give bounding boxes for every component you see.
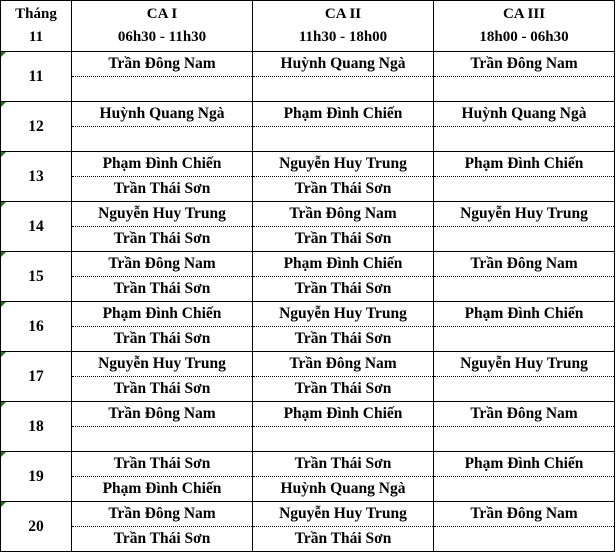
shift-1-staff-2[interactable]: Trần Thái Sơn xyxy=(72,227,253,252)
cell-comment-marker-icon xyxy=(1,352,6,357)
shift-2-staff-1[interactable]: Trần Thái Sơn xyxy=(253,452,434,477)
shift-1-staff-1[interactable]: Trần Thái Sơn xyxy=(72,452,253,477)
shift-3-staff-1[interactable]: Huỳnh Quang Ngà xyxy=(434,102,615,127)
day-number: 14 xyxy=(28,217,44,235)
month-value: 11 xyxy=(28,29,44,45)
day-number: 20 xyxy=(28,517,44,535)
shift-2-staff-2[interactable]: Trần Thái Sơn xyxy=(253,277,434,302)
shift-1-staff-1[interactable]: Trần Đông Nam xyxy=(72,52,253,77)
day-number: 19 xyxy=(28,467,44,485)
shift-2-staff-1[interactable]: Huỳnh Quang Ngà xyxy=(253,52,434,77)
day-number: 18 xyxy=(28,417,44,435)
shift-2-time: 11h30 - 18h00 xyxy=(298,29,388,45)
day-row-secondary xyxy=(1,277,615,302)
day-cell[interactable] xyxy=(1,402,72,452)
shift-3-header xyxy=(434,1,615,52)
shift-2-staff-2[interactable]: Trần Thái Sơn xyxy=(253,377,434,402)
shift-2-staff-1[interactable]: Nguyễn Huy Trung xyxy=(253,152,434,177)
day-number: 15 xyxy=(28,267,44,285)
shift-3-staff-1[interactable]: Nguyễn Huy Trung xyxy=(434,202,615,227)
shift-3-staff-1[interactable]: Trần Đông Nam xyxy=(434,502,615,527)
shift-2-staff-2[interactable]: Trần Thái Sơn xyxy=(253,527,434,552)
day-row-secondary xyxy=(1,377,615,402)
shift-3-staff-1[interactable]: Phạm Đình Chiến xyxy=(434,152,615,177)
shift-3-staff-1[interactable]: Trần Đông Nam xyxy=(434,52,615,77)
day-row-primary xyxy=(1,402,615,427)
month-header xyxy=(1,1,72,52)
shift-3-staff-1[interactable]: Phạm Đình Chiến xyxy=(434,302,615,327)
shift-3-staff-2[interactable] xyxy=(434,177,615,202)
shift-3-name: CA III xyxy=(502,6,546,22)
shift-2-staff-1[interactable]: Trần Đông Nam xyxy=(253,352,434,377)
shift-2-staff-2[interactable] xyxy=(253,127,434,152)
day-cell[interactable] xyxy=(1,152,72,202)
shift-1-staff-1[interactable]: Phạm Đình Chiến xyxy=(72,302,253,327)
day-cell[interactable] xyxy=(1,452,72,502)
day-cell[interactable] xyxy=(1,202,72,252)
cell-comment-marker-icon xyxy=(1,452,6,457)
shift-2-staff-1[interactable]: Phạm Đình Chiến xyxy=(253,402,434,427)
shift-2-staff-1[interactable]: Phạm Đình Chiến xyxy=(253,252,434,277)
shift-1-staff-1[interactable]: Trần Đông Nam xyxy=(72,252,253,277)
shift-3-staff-1[interactable]: Trần Đông Nam xyxy=(434,252,615,277)
day-row-primary xyxy=(1,352,615,377)
day-number: 17 xyxy=(28,367,44,385)
shift-3-staff-1[interactable]: Nguyễn Huy Trung xyxy=(434,352,615,377)
shift-3-staff-2[interactable] xyxy=(434,277,615,302)
roster-body xyxy=(1,52,615,552)
cell-comment-marker-icon xyxy=(1,302,6,307)
day-row-secondary xyxy=(1,327,615,352)
day-row-primary xyxy=(1,152,615,177)
shift-1-staff-2[interactable]: Phạm Đình Chiến xyxy=(72,477,253,502)
shift-1-staff-1[interactable]: Nguyễn Huy Trung xyxy=(72,202,253,227)
shift-1-staff-1[interactable]: Trần Đông Nam xyxy=(72,402,253,427)
day-number: 11 xyxy=(28,67,44,85)
shift-2-header xyxy=(253,1,434,52)
shift-3-staff-1[interactable]: Phạm Đình Chiến xyxy=(434,452,615,477)
shift-2-staff-1[interactable]: Nguyễn Huy Trung xyxy=(253,502,434,527)
shift-1-staff-2[interactable]: Trần Thái Sơn xyxy=(72,277,253,302)
shift-2-staff-1[interactable]: Phạm Đình Chiến xyxy=(253,102,434,127)
day-row-primary xyxy=(1,252,615,277)
shift-2-staff-1[interactable]: Nguyễn Huy Trung xyxy=(253,302,434,327)
day-row-secondary xyxy=(1,177,615,202)
shift-2-staff-2[interactable] xyxy=(253,77,434,102)
shift-3-staff-2[interactable] xyxy=(434,427,615,452)
header-row xyxy=(1,1,615,52)
cell-comment-marker-icon xyxy=(1,102,6,107)
shift-2-staff-2[interactable]: Trần Thái Sơn xyxy=(253,177,434,202)
shift-1-staff-1[interactable]: Trần Đông Nam xyxy=(72,502,253,527)
day-row-secondary xyxy=(1,427,615,452)
shift-3-staff-2[interactable] xyxy=(434,377,615,402)
shift-1-staff-2[interactable]: Trần Thái Sơn xyxy=(72,377,253,402)
shift-1-header xyxy=(72,1,253,52)
shift-3-staff-2[interactable] xyxy=(434,127,615,152)
day-row-primary xyxy=(1,52,615,77)
day-cell[interactable] xyxy=(1,52,72,102)
shift-1-staff-2[interactable]: Trần Thái Sơn xyxy=(72,527,253,552)
day-row-secondary xyxy=(1,227,615,252)
shift-2-staff-2[interactable]: Trần Thái Sơn xyxy=(253,327,434,352)
cell-comment-marker-icon xyxy=(1,202,6,207)
day-cell[interactable] xyxy=(1,352,72,402)
shift-2-staff-1[interactable]: Trần Đông Nam xyxy=(253,202,434,227)
cell-comment-marker-icon xyxy=(1,152,6,157)
shift-1-time: 06h30 - 11h30 xyxy=(117,29,207,45)
day-cell[interactable] xyxy=(1,102,72,152)
day-row-primary xyxy=(1,102,615,127)
shift-3-staff-2[interactable] xyxy=(434,77,615,102)
day-row-primary xyxy=(1,302,615,327)
shift-1-staff-2[interactable]: Trần Thái Sơn xyxy=(72,327,253,352)
day-row-secondary xyxy=(1,527,615,552)
shift-3-staff-2[interactable] xyxy=(434,477,615,502)
shift-3-staff-2[interactable] xyxy=(434,227,615,252)
shift-2-staff-2[interactable]: Huỳnh Quang Ngà xyxy=(253,477,434,502)
cell-comment-marker-icon xyxy=(1,502,6,507)
shift-2-name: CA II xyxy=(324,6,362,22)
day-number: 16 xyxy=(28,317,44,335)
shift-1-name: CA I xyxy=(146,6,178,22)
day-cell[interactable] xyxy=(1,302,72,352)
day-cell[interactable] xyxy=(1,502,72,552)
shift-1-staff-2[interactable] xyxy=(72,127,253,152)
day-row-secondary xyxy=(1,77,615,102)
shift-2-staff-2[interactable] xyxy=(253,427,434,452)
shift-3-staff-2[interactable] xyxy=(434,327,615,352)
cell-comment-marker-icon xyxy=(1,52,6,57)
day-row-secondary xyxy=(1,477,615,502)
day-row-primary xyxy=(1,452,615,477)
shift-1-staff-2[interactable] xyxy=(72,427,253,452)
shift-1-staff-1[interactable]: Phạm Đình Chiến xyxy=(72,152,253,177)
day-row-primary xyxy=(1,202,615,227)
shift-3-time: 18h00 - 06h30 xyxy=(479,29,569,45)
shift-2-staff-2[interactable]: Trần Thái Sơn xyxy=(253,227,434,252)
day-row-primary xyxy=(1,502,615,527)
month-label: Tháng xyxy=(15,6,57,22)
day-row-secondary xyxy=(1,127,615,152)
cell-comment-marker-icon xyxy=(1,402,6,407)
cell-comment-marker-icon xyxy=(1,252,6,257)
shift-1-staff-1[interactable]: Huỳnh Quang Ngà xyxy=(72,102,253,127)
day-cell[interactable] xyxy=(1,252,72,302)
day-number: 12 xyxy=(28,117,44,135)
shift-3-staff-1[interactable]: Trần Đông Nam xyxy=(434,402,615,427)
shift-3-staff-2[interactable] xyxy=(434,527,615,552)
shift-1-staff-2[interactable] xyxy=(72,77,253,102)
day-number: 13 xyxy=(28,167,44,185)
shift-1-staff-1[interactable]: Nguyễn Huy Trung xyxy=(72,352,253,377)
shift-1-staff-2[interactable]: Trần Thái Sơn xyxy=(72,177,253,202)
